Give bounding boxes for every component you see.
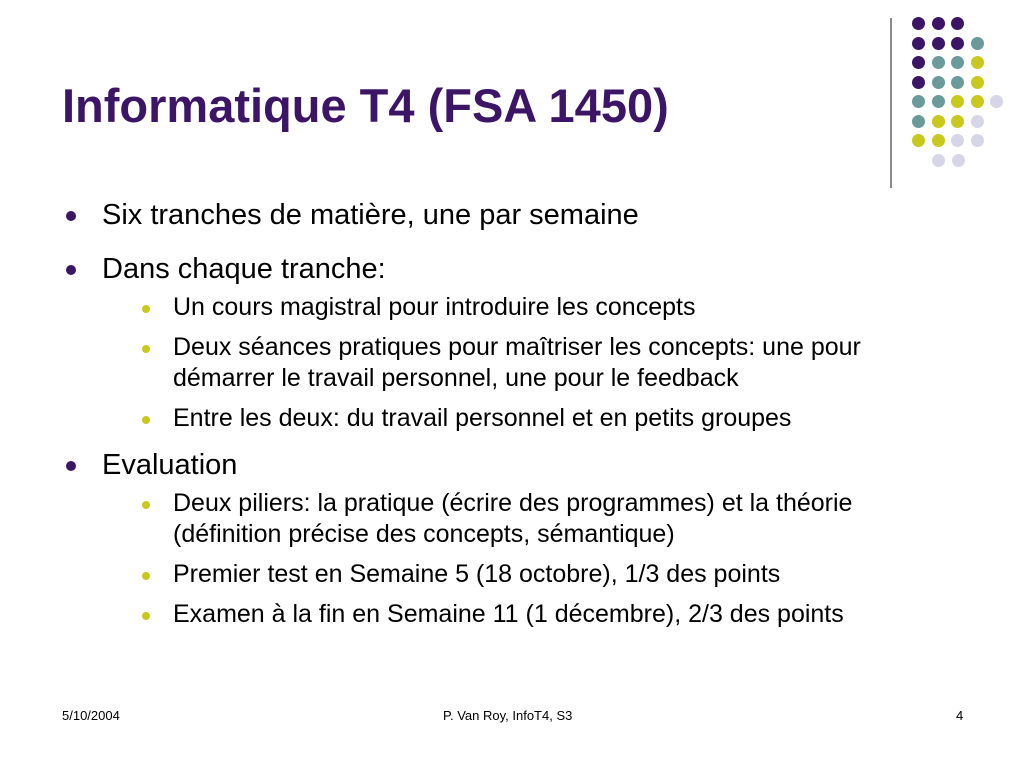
decorative-dot	[932, 115, 945, 128]
sub-bullet-item	[60, 292, 960, 323]
decorative-dot	[971, 76, 984, 89]
bullet-item	[60, 198, 960, 232]
sub-bullet-item	[60, 599, 960, 630]
decorative-dot	[912, 56, 925, 69]
decorative-dot	[912, 115, 925, 128]
decorative-dot	[951, 37, 964, 50]
decorative-dot	[971, 56, 984, 69]
footer-date: 5/10/2004	[62, 708, 120, 723]
bullet-item	[60, 448, 960, 482]
sub-bullet-marker	[142, 572, 150, 580]
decorative-dot	[912, 134, 925, 147]
sub-bullet-marker	[142, 305, 150, 313]
sub-bullet-item	[60, 488, 960, 550]
sub-bullet-item	[60, 559, 960, 590]
decorative-dot	[971, 115, 984, 128]
decorative-dot	[951, 134, 964, 147]
decorative-dot	[971, 134, 984, 147]
decorative-dot	[932, 76, 945, 89]
bullet-item	[60, 252, 960, 286]
decorative-dot	[932, 154, 945, 167]
decorative-dot	[932, 95, 945, 108]
decorative-dot	[951, 115, 964, 128]
decorative-dot	[912, 17, 925, 30]
sub-bullet-item	[60, 403, 960, 434]
decorative-dot	[932, 134, 945, 147]
sub-bullet-marker	[142, 416, 150, 424]
decorative-dot	[912, 37, 925, 50]
sub-bullet-marker	[142, 612, 150, 620]
decorative-dot	[932, 17, 945, 30]
sub-bullet-text: Entre les deux: du travail personnel et en petits groupes	[173, 404, 792, 432]
decorative-dot	[952, 154, 965, 167]
decorative-dot	[951, 76, 964, 89]
bullet-marker	[66, 265, 76, 275]
decorative-dot	[932, 37, 945, 50]
decorative-dot	[971, 37, 984, 50]
decorative-dot	[951, 17, 964, 30]
bullet-list	[60, 198, 960, 639]
bullet-text: Evaluation	[102, 449, 238, 481]
decorative-dot	[912, 76, 925, 89]
bullet-marker	[66, 461, 76, 471]
sub-bullet-text: Premier test en Semaine 5 (18 octobre), 1/3 des points	[173, 560, 781, 588]
footer-page-number: 4	[956, 708, 964, 723]
sub-bullet-text: Deux piliers: la pratique (écrire des programmes) et la théorie (définition précise des concepts, sémantique)	[173, 489, 853, 548]
decorative-dot	[912, 95, 925, 108]
decorative-dot	[951, 56, 964, 69]
sub-bullet-marker	[142, 345, 150, 353]
slide-title: Informatique T4 (FSA 1450)	[62, 79, 669, 132]
sub-bullet-text: Deux séances pratiques pour maîtriser les concepts: une pour démarrer le travail personnel, une pour le feedback	[173, 333, 861, 392]
footer-author: P. Van Roy, InfoT4, S3	[443, 708, 573, 723]
bullet-text: Six tranches de matière, une par semaine	[102, 199, 639, 231]
sub-bullet-item	[60, 332, 960, 394]
sub-bullet-text: Examen à la fin en Semaine 11 (1 décembre), 2/3 des points	[173, 600, 844, 628]
bullet-marker	[66, 211, 76, 221]
decorative-dot	[971, 95, 984, 108]
decorative-divider	[890, 18, 892, 188]
decorative-dot	[951, 95, 964, 108]
sub-bullet-text: Un cours magistral pour introduire les concepts	[173, 293, 696, 321]
decorative-dot	[990, 95, 1003, 108]
sub-bullet-marker	[142, 501, 150, 509]
bullet-text: Dans chaque tranche:	[102, 253, 386, 285]
decorative-dot	[932, 56, 945, 69]
